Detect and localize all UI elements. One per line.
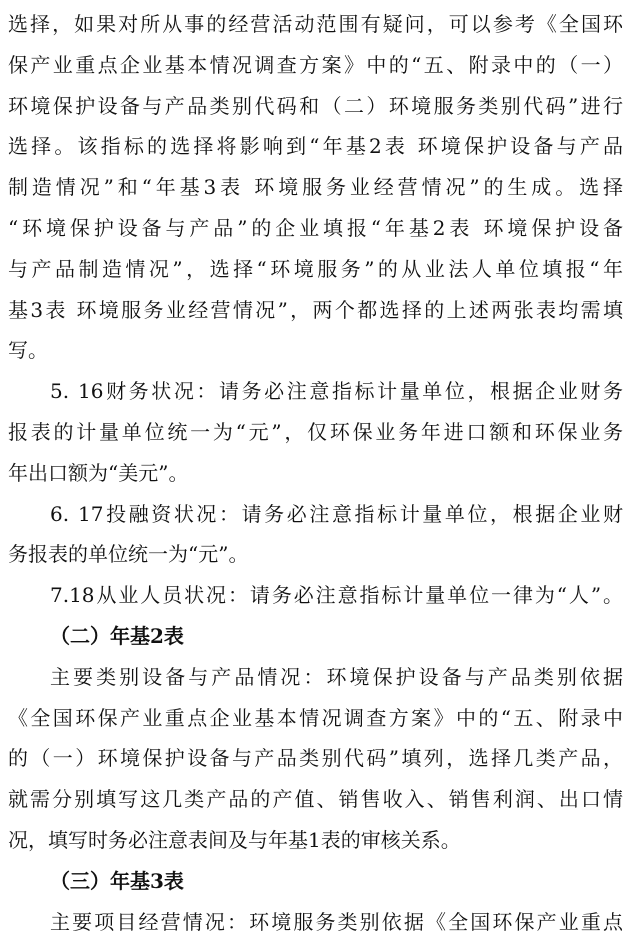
text-line: 主要项目经营情况：环境服务类别依据《全国环保产业重点 [50, 909, 623, 934]
text-line: 5. 16财务状况：请务必注意指标计量单位，根据企业财务 [50, 379, 623, 404]
text-line: 报表的计量单位统一为“元”，仅环保业务年进口额和环保业务 [8, 420, 623, 444]
text-line: 环境保护设备与产品类别代码和（二）环境服务类别代码”进行 [8, 93, 623, 118]
text-line: 6. 17投融资状况：请务必注意指标计量单位，根据企业财 [50, 501, 623, 526]
text-line: 选择。该指标的选择将影响到“年基2表 环境保护设备与产品 [8, 134, 623, 159]
text-line: 制造情况”和“年基3表 环境服务业经营情况”的生成。选择 [8, 175, 623, 200]
section-heading: （二）年基2表 [50, 624, 184, 648]
text-line: 况，填写时务必注意表间及与年基1表的审核关系。 [8, 828, 461, 852]
text-line: 7.18从业人员状况：请务必注意指标计量单位一律为“人”。 [50, 583, 623, 608]
text-line: 基3表 环境服务业经营情况”，两个都选择的上述两张表均需填 [8, 297, 623, 322]
text-line: 就需分别填写这几类产品的产值、销售收入、销售利润、出口情 [8, 787, 623, 812]
text-line: 务报表的单位统一为“元”。 [8, 542, 249, 567]
text-line: 年出口额为“美元”。 [8, 460, 189, 485]
text-line: 主要类别设备与产品情况：环境保护设备与产品类别依据 [50, 664, 623, 689]
text-line: 保产业重点企业基本情况调查方案》中的“五、附录中的（一） [8, 52, 623, 77]
text-line: 写。 [8, 338, 48, 363]
text-line: 的（一）环境保护设备与产品类别代码”填列，选择几类产品， [8, 746, 623, 771]
text-line: “环境保护设备与产品”的企业填报“年基2表 环境保护设备 [8, 216, 623, 240]
text-line: 与产品制造情况”，选择“环境服务”的从业法人单位填报“年 [8, 256, 623, 281]
text-line: 选择，如果对所从事的经营活动范围有疑问，可以参考《全国环 [8, 12, 623, 36]
text-line: 《全国环保产业重点企业基本情况调查方案》中的“五、附录中 [8, 705, 623, 730]
section-heading: （三）年基3表 [50, 868, 184, 893]
